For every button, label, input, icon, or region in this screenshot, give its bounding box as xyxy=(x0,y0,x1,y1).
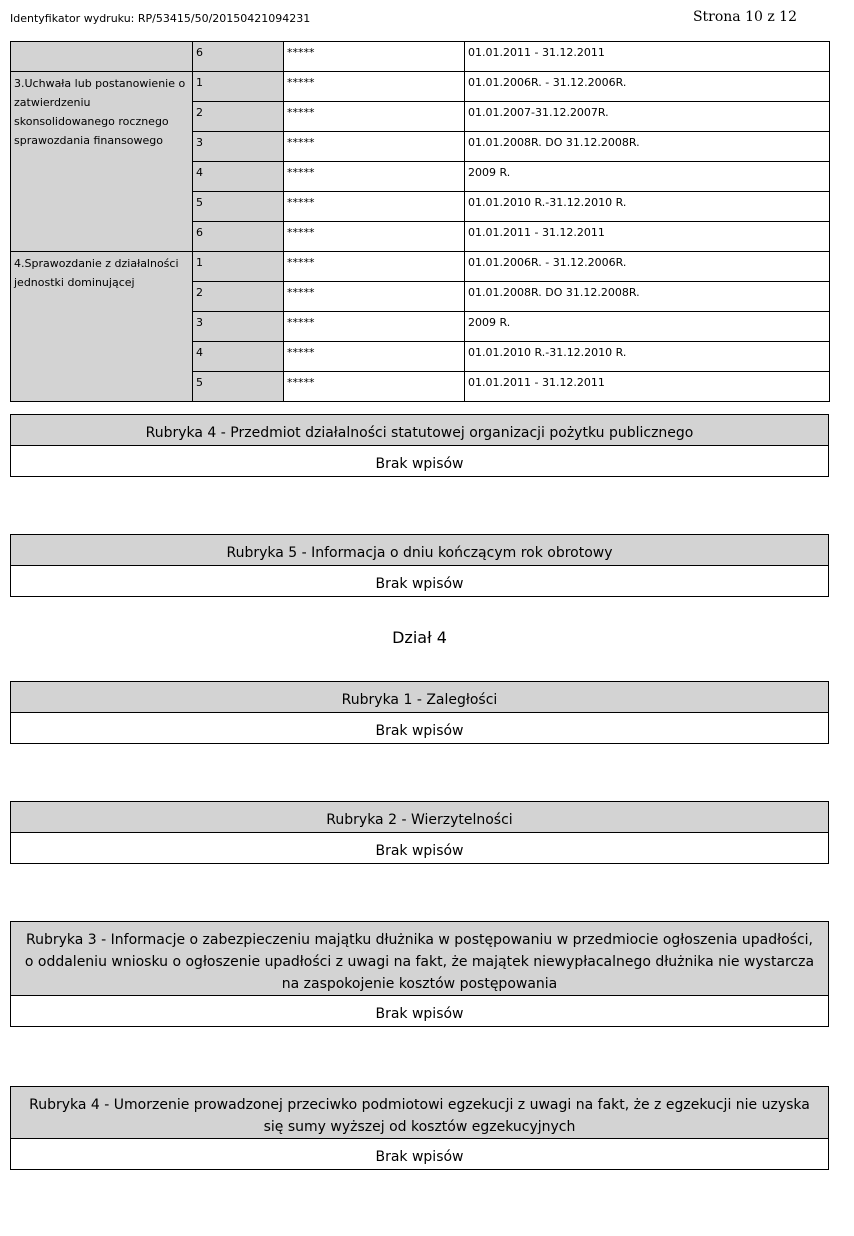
masked-value: ***** xyxy=(284,162,465,192)
period-value: 01.01.2006R. - 31.12.2006R. xyxy=(465,72,830,102)
row-number: 1 xyxy=(193,252,284,282)
group-label: 4.Sprawozdanie z działalności jednostki dominującej xyxy=(11,252,193,402)
row-number: 5 xyxy=(193,192,284,222)
period-value: 01.01.2011 - 31.12.2011 xyxy=(465,372,830,402)
rubryka-box xyxy=(10,681,829,744)
period-value: 01.01.2008R. DO 31.12.2008R. xyxy=(465,282,830,312)
rubryka-title: Rubryka 4 - Przedmiot działalności statutowej organizacji pożytku publicznego xyxy=(11,415,828,446)
rubryka-empty-text: Brak wpisów xyxy=(375,843,464,859)
masked-value: ***** xyxy=(284,42,465,72)
masked-value: ***** xyxy=(284,192,465,222)
masked-value: ***** xyxy=(284,252,465,282)
rubryka-title: Rubryka 5 - Informacja o dniu kończącym rok obrotowy xyxy=(11,535,828,566)
row-number: 5 xyxy=(193,372,284,402)
rubryka-empty-text: Brak wpisów xyxy=(375,723,464,739)
period-value: 01.01.2011 - 31.12.2011 xyxy=(465,222,830,252)
period-value: 01.01.2011 - 31.12.2011 xyxy=(465,42,830,72)
group-label-continued xyxy=(11,42,193,72)
masked-value: ***** xyxy=(284,132,465,162)
rubryka-box xyxy=(10,414,829,477)
financial-documents-table xyxy=(10,41,830,402)
row-number: 6 xyxy=(193,222,284,252)
row-number: 2 xyxy=(193,282,284,312)
group-label: 3.Uchwała lub postanowienie o zatwierdzeniu skonsolidowanego rocznego sprawozdania finansowego xyxy=(11,72,193,252)
rubryka-title: Rubryka 2 - Wierzytelności xyxy=(11,802,828,833)
rubryka-box xyxy=(10,534,829,597)
rubryka-box xyxy=(10,1086,829,1170)
rubryka-title: Rubryka 3 - Informacje o zabezpieczeniu majątku dłużnika w postępowaniu w przedmiocie ogłoszenia upadłości, o oddaleniu wniosku o ogłoszenie upadłości z uwagi na fakt, że majątek niewypłacalnego dłużnika nie wystarcza na zaspokojenie kosztów postępowania xyxy=(11,922,828,996)
period-value: 01.01.2008R. DO 31.12.2008R. xyxy=(465,132,830,162)
rubryka-title: Rubryka 4 - Umorzenie prowadzonej przeciwko podmiotowi egzekucji z uwagi na fakt, że z egzekucji nie uzyska się sumy wyższej od kosztów egzekucyjnych xyxy=(11,1087,828,1139)
print-identifier: Identyfikator wydruku: RP/53415/50/20150421094231 xyxy=(10,12,311,25)
rubryka-box xyxy=(10,921,829,1027)
row-number: 3 xyxy=(193,132,284,162)
section-title: Dział 4 xyxy=(392,628,447,647)
masked-value: ***** xyxy=(284,342,465,372)
rubryka-box xyxy=(10,801,829,864)
masked-value: ***** xyxy=(284,222,465,252)
row-number: 6 xyxy=(193,42,284,72)
rubryka-empty-text: Brak wpisów xyxy=(375,1149,464,1165)
period-value: 01.01.2010 R.-31.12.2010 R. xyxy=(465,342,830,372)
row-number: 2 xyxy=(193,102,284,132)
masked-value: ***** xyxy=(284,102,465,132)
rubryka-empty-text: Brak wpisów xyxy=(375,1006,464,1022)
period-value: 01.01.2006R. - 31.12.2006R. xyxy=(465,252,830,282)
rubryka-empty-text: Brak wpisów xyxy=(375,576,464,592)
row-number: 1 xyxy=(193,72,284,102)
rubryka-title: Rubryka 1 - Zaległości xyxy=(11,682,828,713)
masked-value: ***** xyxy=(284,282,465,312)
page-number: Strona 10 z 12 xyxy=(692,9,797,25)
table-row xyxy=(11,72,830,102)
row-number: 4 xyxy=(193,342,284,372)
masked-value: ***** xyxy=(284,312,465,342)
period-value: 2009 R. xyxy=(465,312,830,342)
masked-value: ***** xyxy=(284,372,465,402)
row-number: 4 xyxy=(193,162,284,192)
rubryka-empty-text: Brak wpisów xyxy=(375,456,464,472)
table-row xyxy=(11,252,830,282)
row-number: 3 xyxy=(193,312,284,342)
period-value: 01.01.2007-31.12.2007R. xyxy=(465,102,830,132)
period-value: 01.01.2010 R.-31.12.2010 R. xyxy=(465,192,830,222)
table-row xyxy=(11,42,830,72)
period-value: 2009 R. xyxy=(465,162,830,192)
masked-value: ***** xyxy=(284,72,465,102)
